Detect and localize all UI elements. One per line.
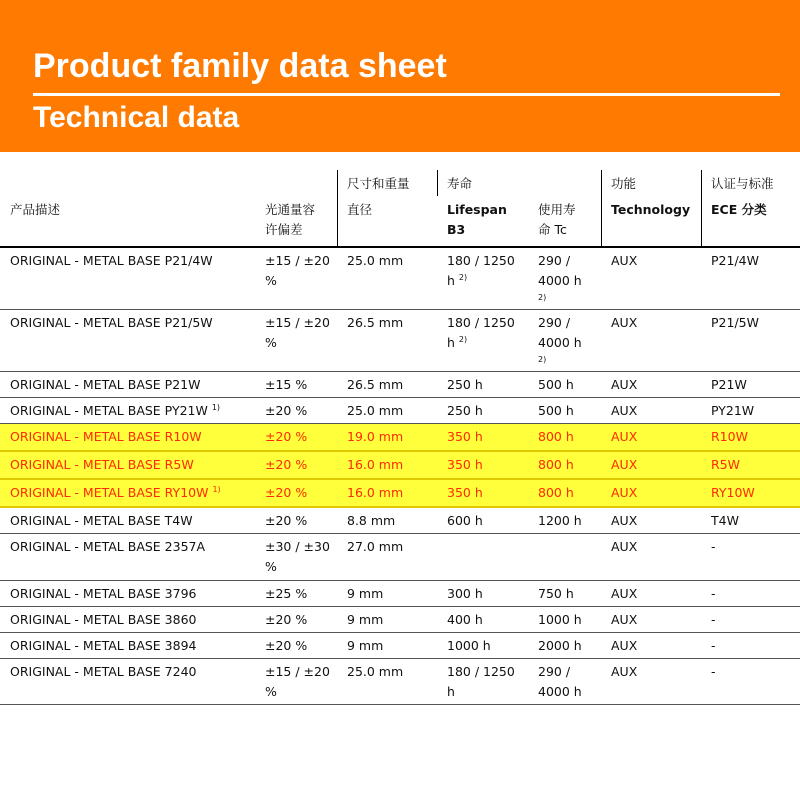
group-header-dimensions: 尺寸和重量 [347,176,410,191]
table-row [0,659,800,705]
table-row-highlighted [0,452,800,480]
table-row [0,310,800,372]
cell-ece [711,584,716,604]
cell-ece-text: T4W [711,513,739,528]
cell-lifespan-b3-text: 350 h [447,485,483,500]
cell-flux-tolerance-text: ±15 / ±20 % [265,664,330,699]
cell-diameter [347,662,403,682]
cell-flux-tolerance [265,483,307,503]
cell-lifespan-b3 [447,483,483,503]
cell-description [10,636,197,656]
cell-technology [611,483,637,503]
cell-lifespan-b3-text: 250 h [447,403,483,418]
cell-flux-tolerance [265,401,307,421]
cell-lifespan-b3-text: 180 / 1250 h [447,315,515,350]
cell-diameter [347,427,403,447]
cell-lifespan-tc [538,251,582,311]
footnote-marker: 1) [212,484,221,494]
cell-description-text: ORIGINAL - METAL BASE T4W [10,513,193,528]
cell-lifespan-b3 [447,455,483,475]
cell-technology-text: AUX [611,315,638,330]
cell-technology [611,455,637,475]
cell-ece-text: P21W [711,377,747,392]
cell-lifespan-tc [538,662,582,702]
table-row [0,581,800,607]
cell-diameter [347,251,403,271]
cell-lifespan-tc [538,636,582,656]
table-row [0,248,800,310]
cell-ece [711,662,716,682]
table-row [0,508,800,534]
cell-flux-tolerance-text: ±30 / ±30 % [265,539,330,574]
column-header-description: 产品描述 [10,202,61,217]
cell-description-text: ORIGINAL - METAL BASE P21/4W [10,253,213,268]
cell-ece [711,401,754,421]
cell-lifespan-tc-text: 800 h [538,485,574,500]
cell-diameter-text: 16.0 mm [347,457,404,472]
cell-diameter-text: 25.0 mm [347,253,404,268]
cell-technology-text: AUX [611,253,638,268]
cell-lifespan-tc-text: 500 h [538,377,574,392]
cell-lifespan-b3 [447,427,483,447]
cell-technology [611,313,637,333]
cell-diameter-text: 16.0 mm [347,485,404,500]
cell-diameter-text: 9 mm [347,612,384,627]
cell-description-text: ORIGINAL - METAL BASE P21W [10,377,201,392]
cell-ece [711,313,759,333]
cell-flux-tolerance-text: ±20 % [265,457,308,472]
cell-diameter [347,636,383,656]
title-divider [33,93,780,96]
cell-lifespan-b3-text: 600 h [447,513,483,528]
cell-diameter-text: 25.0 mm [347,664,404,679]
cell-lifespan-tc [538,584,574,604]
cell-ece [711,636,716,656]
cell-description-text: ORIGINAL - METAL BASE 3860 [10,612,197,627]
cell-description [10,610,197,630]
cell-technology [611,251,637,271]
cell-diameter [347,537,403,557]
column-header-lifespan-tc: 使用寿 命 Tc [538,202,576,237]
cell-technology-text: AUX [611,664,638,679]
cell-technology-text: AUX [611,513,638,528]
cell-lifespan-b3-text: 350 h [447,429,483,444]
cell-diameter-text: 27.0 mm [347,539,404,554]
column-divider [701,170,702,196]
cell-flux-tolerance [265,636,307,656]
cell-flux-tolerance-text: ±25 % [265,586,308,601]
header-banner [0,0,800,152]
cell-diameter-text: 8.8 mm [347,513,396,528]
cell-diameter [347,401,403,421]
cell-ece-text: - [711,586,716,601]
cell-lifespan-tc-text: 800 h [538,457,574,472]
cell-description [10,251,213,271]
cell-lifespan-tc [538,313,582,373]
footnote-marker: 2) [538,292,547,302]
cell-diameter [347,313,403,333]
cell-lifespan-tc [538,483,574,503]
cell-lifespan-tc-text: 290 / 4000 h [538,253,582,288]
cell-diameter [347,375,403,395]
cell-diameter-text: 26.5 mm [347,315,404,330]
cell-description-text: ORIGINAL - METAL BASE RY10W [10,485,209,500]
cell-description [10,375,200,395]
cell-flux-tolerance-text: ±15 / ±20 % [265,253,330,288]
cell-flux-tolerance-text: ±20 % [265,612,308,627]
cell-lifespan-tc [538,401,574,421]
table-group-header-row [0,170,800,196]
cell-technology-text: AUX [611,539,638,554]
cell-flux-tolerance [265,455,307,475]
cell-description [10,537,205,557]
cell-description [10,401,220,421]
cell-lifespan-b3 [447,375,483,395]
cell-flux-tolerance-text: ±15 / ±20 % [265,315,330,350]
cell-description [10,455,194,475]
cell-ece [711,610,716,630]
cell-diameter [347,610,383,630]
cell-lifespan-b3 [447,401,483,421]
cell-lifespan-b3 [447,610,483,630]
group-header-certification: 认证与标准 [711,176,774,191]
cell-flux-tolerance-text: ±20 % [265,403,308,418]
cell-description [10,662,197,682]
footnote-marker: 2) [458,272,468,282]
cell-lifespan-tc-text: 290 / 4000 h [538,664,582,699]
cell-diameter [347,584,383,604]
column-divider [437,170,438,196]
cell-ece [711,537,716,557]
footnote-marker: 1) [211,402,221,412]
cell-lifespan-b3 [447,313,515,353]
group-header-lifespan: 寿命 [447,176,473,191]
cell-diameter-text: 25.0 mm [347,403,404,418]
page-subtitle: Technical data [33,101,240,134]
cell-lifespan-tc-text: 1200 h [538,513,582,528]
column-header-flux-tolerance: 光通量容 许偏差 [265,202,316,237]
cell-technology-text: AUX [611,638,638,653]
cell-lifespan-b3 [447,511,483,531]
cell-ece-text: - [711,612,716,627]
cell-flux-tolerance [265,313,330,353]
cell-description-text: ORIGINAL - METAL BASE P21/5W [10,315,213,330]
cell-flux-tolerance [265,251,330,291]
cell-ece-text: R10W [711,429,748,444]
cell-lifespan-b3-text: 250 h [447,377,483,392]
cell-lifespan-b3-text: 350 h [447,457,483,472]
cell-ece-text: P21/4W [711,253,759,268]
cell-technology [611,662,637,682]
cell-description-text: ORIGINAL - METAL BASE R10W [10,429,202,444]
cell-lifespan-b3 [447,251,515,291]
cell-technology [611,610,637,630]
table-row [0,633,800,659]
cell-ece [711,483,755,503]
cell-flux-tolerance-text: ±20 % [265,485,308,500]
cell-description [10,313,213,333]
cell-lifespan-b3 [447,584,483,604]
table-body [0,248,800,705]
column-header-ece: ECE 分类 [711,202,767,217]
cell-technology-text: AUX [611,586,638,601]
cell-ece [711,455,740,475]
cell-flux-tolerance [265,537,330,577]
cell-lifespan-tc [538,375,574,395]
cell-flux-tolerance-text: ±20 % [265,638,308,653]
cell-diameter [347,511,395,531]
technical-data-table [0,170,800,705]
cell-description-text: ORIGINAL - METAL BASE R5W [10,457,194,472]
column-header-lifespan-b3: Lifespan B3 [447,202,507,237]
cell-flux-tolerance [265,610,307,630]
cell-technology [611,636,637,656]
cell-lifespan-tc [538,511,582,531]
cell-lifespan-tc-text: 2000 h [538,638,582,653]
cell-ece-text: P21/5W [711,315,759,330]
cell-description-text: ORIGINAL - METAL BASE 7240 [10,664,197,679]
column-divider [601,170,602,196]
cell-technology-text: AUX [611,457,638,472]
table-row [0,607,800,633]
cell-description-text: ORIGINAL - METAL BASE 3796 [10,586,197,601]
cell-lifespan-b3 [447,662,515,702]
cell-diameter-text: 19.0 mm [347,429,404,444]
table-column-header-row [0,196,800,248]
cell-ece-text: PY21W [711,403,755,418]
cell-flux-tolerance [265,511,307,531]
column-divider [601,196,602,246]
cell-lifespan-tc-text: 290 / 4000 h [538,315,582,350]
group-header-function: 功能 [611,176,637,191]
cell-lifespan-tc-text: 800 h [538,429,574,444]
footnote-marker: 2) [458,334,468,344]
cell-lifespan-b3-text: 180 / 1250 h [447,664,515,699]
cell-lifespan-b3-text: 1000 h [447,638,491,653]
cell-technology [611,401,637,421]
cell-lifespan-tc [538,610,582,630]
cell-diameter-text: 26.5 mm [347,377,404,392]
cell-ece-text: R5W [711,457,740,472]
cell-technology-text: AUX [611,377,638,392]
cell-diameter-text: 9 mm [347,586,384,601]
cell-technology [611,537,637,557]
cell-technology [611,427,637,447]
table-row [0,534,800,581]
cell-flux-tolerance [265,427,307,447]
cell-lifespan-b3-text: 180 / 1250 h [447,253,515,288]
cell-ece-text: - [711,664,716,679]
cell-technology-text: AUX [611,485,638,500]
cell-description [10,427,202,447]
cell-ece-text: - [711,638,716,653]
cell-description [10,584,197,604]
cell-technology [611,511,637,531]
page-title: Product family data sheet [33,47,447,85]
cell-technology [611,375,637,395]
cell-ece [711,251,759,271]
cell-description-text: ORIGINAL - METAL BASE 3894 [10,638,197,653]
cell-description [10,483,221,503]
cell-description-text: ORIGINAL - METAL BASE PY21W [10,403,208,418]
cell-lifespan-b3 [447,636,491,656]
cell-technology-text: AUX [611,403,638,418]
cell-flux-tolerance [265,662,330,702]
cell-description-text: ORIGINAL - METAL BASE 2357A [10,539,206,554]
cell-lifespan-tc-text: 750 h [538,586,574,601]
table-row-highlighted [0,480,800,508]
cell-diameter [347,455,403,475]
cell-technology-text: AUX [611,612,638,627]
cell-description [10,511,193,531]
cell-flux-tolerance-text: ±20 % [265,513,308,528]
cell-ece-text: RY10W [711,485,755,500]
footnote-marker: 2) [538,354,547,364]
cell-flux-tolerance [265,375,307,395]
cell-lifespan-b3-text: 300 h [447,586,483,601]
cell-lifespan-tc-text: 1000 h [538,612,582,627]
cell-technology-text: AUX [611,429,638,444]
cell-diameter-text: 9 mm [347,638,384,653]
cell-flux-tolerance-text: ±15 % [265,377,308,392]
column-divider [337,196,338,246]
cell-ece [711,375,747,395]
table-row [0,398,800,424]
table-row-highlighted [0,424,800,452]
cell-diameter [347,483,403,503]
cell-flux-tolerance [265,584,307,604]
column-divider [337,170,338,196]
column-header-technology: Technology [611,202,691,217]
cell-ece [711,427,748,447]
table-row [0,372,800,398]
cell-lifespan-tc [538,427,574,447]
cell-lifespan-tc-text: 500 h [538,403,574,418]
cell-flux-tolerance-text: ±20 % [265,429,308,444]
cell-lifespan-tc [538,455,574,475]
column-header-diameter: 直径 [347,202,373,217]
column-divider [701,196,702,246]
cell-ece [711,511,739,531]
cell-lifespan-b3-text: 400 h [447,612,483,627]
cell-ece-text: - [711,539,716,554]
cell-technology [611,584,637,604]
